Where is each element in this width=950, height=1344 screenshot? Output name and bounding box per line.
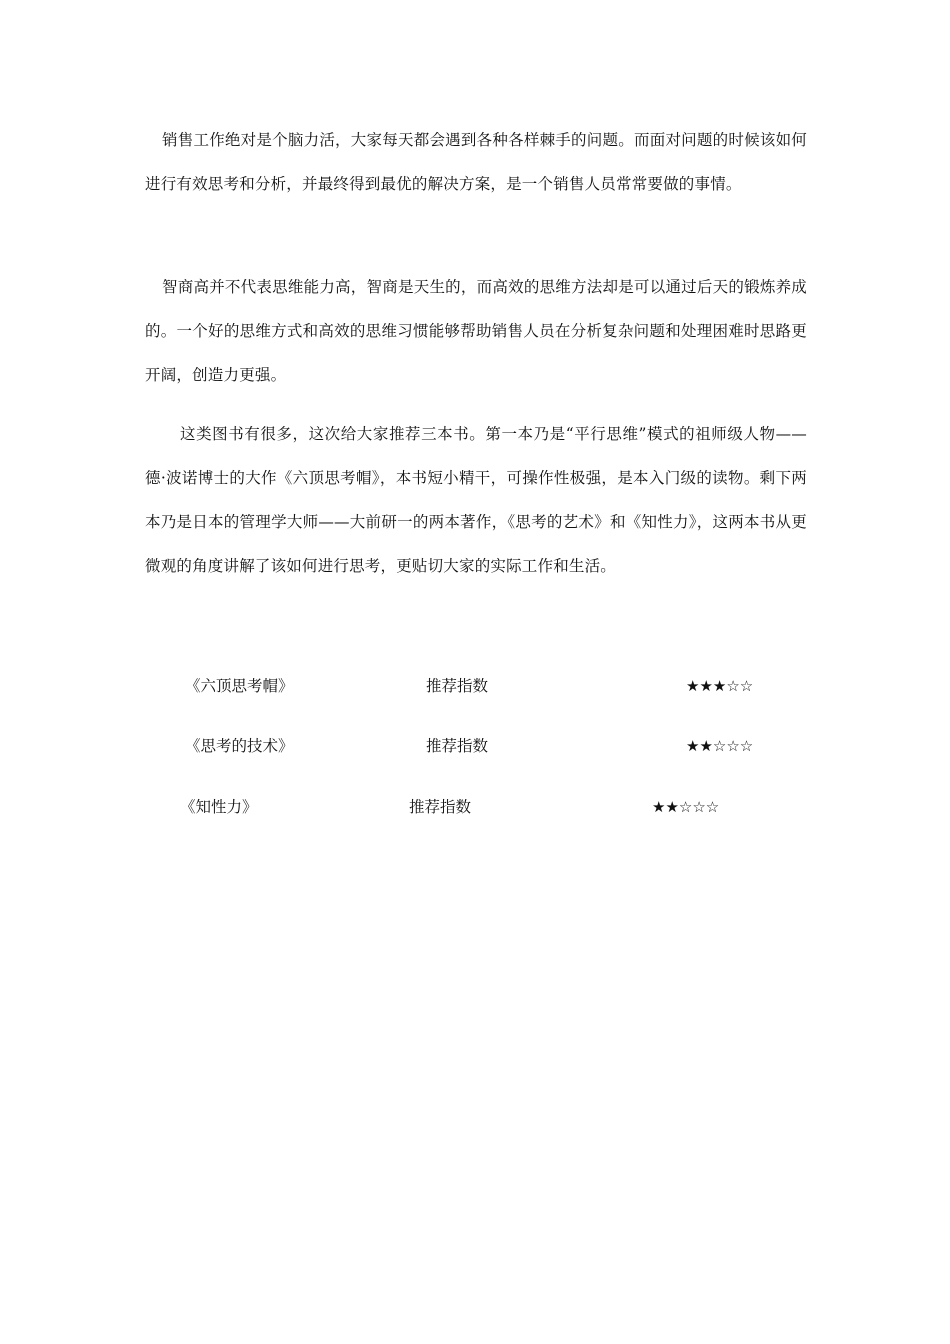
paragraph-recommendation: 这类图书有很多，这次给大家推荐三本书。第一本乃是“平行思维”模式的祖师级人物——德·波诺博士的大作《六顶思考帽》，本书短小精干，可操作性极强，是本入门级的读物。剩下两本乃是日本的管理学大师——大前研一的两本著作，《思考的艺术》和《知性力》，这两本书从更微观的角度讲解了该如何进行思考，更贴切大家的实际工作和生活。 bbox=[145, 425, 807, 575]
book-title: 《思考的技术》 bbox=[185, 737, 294, 755]
star-rating-icon: ★★★☆☆ bbox=[686, 677, 754, 695]
book-title: 《知性力》 bbox=[180, 798, 258, 816]
paragraph-intro: 销售工作绝对是个脑力活，大家每天都会遇到各种各样棘手的问题。而面对问题的时候该如何进行有效思考和分析，并最终得到最优的解决方案，是一个销售人员常常要做的事情。 bbox=[145, 131, 807, 193]
star-rating-icon: ★★☆☆☆ bbox=[686, 737, 754, 755]
rating-label: 推荐指数 bbox=[409, 798, 472, 816]
book-row bbox=[0, 671, 950, 701]
star-rating-icon: ★★☆☆☆ bbox=[652, 798, 720, 816]
book-row bbox=[0, 731, 950, 761]
rating-label: 推荐指数 bbox=[426, 737, 489, 755]
rating-label: 推荐指数 bbox=[426, 677, 489, 695]
paragraph-thinking: 智商高并不代表思维能力高，智商是天生的，而高效的思维方法却是可以通过后天的锻炼养成的。一个好的思维方式和高效的思维习惯能够帮助销售人员在分析复杂问题和处理困难时思路更开阔，创造力更强。 bbox=[145, 278, 807, 384]
book-title: 《六顶思考帽》 bbox=[185, 677, 294, 695]
book-row bbox=[0, 792, 950, 822]
